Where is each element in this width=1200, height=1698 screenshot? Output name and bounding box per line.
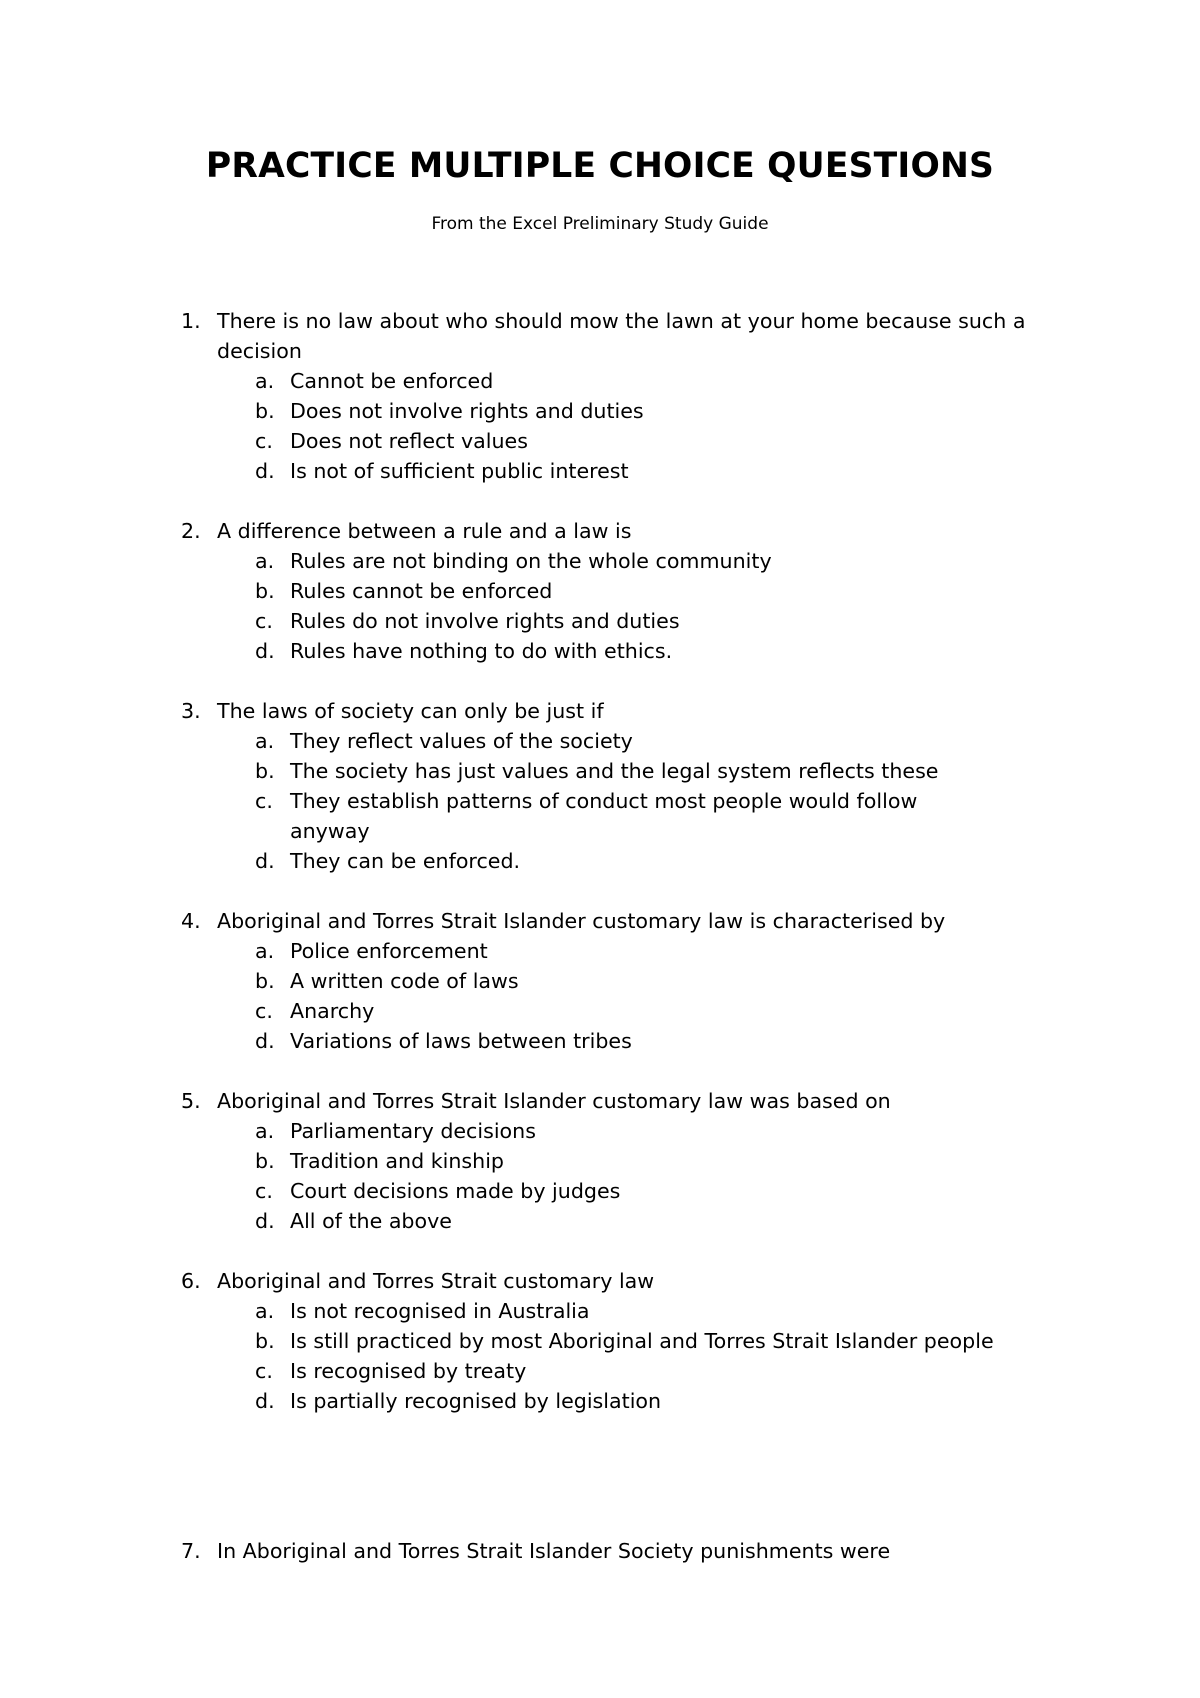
option-text: A written code of laws (290, 969, 519, 993)
question-text: Aboriginal and Torres Strait customary law (217, 1269, 655, 1293)
option-letter: a. (255, 939, 275, 963)
option-letter: c. (255, 1359, 273, 1383)
option-text: They reflect values of the society (290, 729, 633, 753)
question-number: 5. (181, 1089, 201, 1113)
question-2 (0, 516, 1200, 666)
question-number: 2. (181, 519, 201, 543)
question-5 (0, 1086, 1200, 1236)
question-text: Aboriginal and Torres Strait Islander customary law was based on (217, 1089, 891, 1113)
option-b (0, 1146, 1200, 1176)
question-number: 3. (181, 699, 201, 723)
option-text: Court decisions made by judges (290, 1179, 621, 1203)
option-letter: b. (255, 1149, 275, 1173)
option-text: Tradition and kinship (290, 1149, 504, 1173)
question-number: 7. (181, 1539, 201, 1563)
option-text: Does not reflect values (290, 429, 528, 453)
option-letter: c. (255, 999, 273, 1023)
option-text: Is partially recognised by legislation (290, 1389, 662, 1413)
question-6 (0, 1266, 1200, 1416)
option-text: The society has just values and the legal system reflects these (290, 759, 939, 783)
option-text: They can be enforced. (290, 849, 521, 873)
option-letter: b. (255, 1329, 275, 1353)
option-text: Parliamentary decisions (290, 1119, 536, 1143)
option-d (0, 636, 1200, 666)
option-text: They establish patterns of conduct most people would follow anyway (290, 789, 918, 843)
question-text: In Aboriginal and Torres Strait Islander Society punishments were (217, 1539, 891, 1563)
option-a (0, 1296, 1200, 1326)
option-list (0, 1116, 1200, 1236)
option-letter: d. (255, 1209, 275, 1233)
option-text: Cannot be enforced (290, 369, 494, 393)
option-a (0, 936, 1200, 966)
option-d (0, 1206, 1200, 1236)
question-text: A difference between a rule and a law is (217, 519, 632, 543)
option-letter: a. (255, 549, 275, 573)
option-text: Is still practiced by most Aboriginal and Torres Strait Islander people (290, 1329, 994, 1353)
page-title: PRACTICE MULTIPLE CHOICE QUESTIONS (205, 146, 995, 186)
option-c (0, 1176, 1200, 1206)
option-text: Rules have nothing to do with ethics. (290, 639, 673, 663)
option-letter: a. (255, 729, 275, 753)
option-letter: c. (255, 429, 273, 453)
option-letter: a. (255, 369, 275, 393)
option-letter: b. (255, 579, 275, 603)
page-subtitle: From the Excel Preliminary Study Guide (431, 214, 769, 234)
option-letter: a. (255, 1299, 275, 1323)
question-4 (0, 906, 1200, 1056)
option-list (0, 936, 1200, 1056)
option-text: Anarchy (290, 999, 375, 1023)
option-text: Rules do not involve rights and duties (290, 609, 680, 633)
option-b (0, 966, 1200, 996)
option-text: Does not involve rights and duties (290, 399, 644, 423)
option-b (0, 396, 1200, 426)
option-text: All of the above (290, 1209, 452, 1233)
option-text: Rules are not binding on the whole community (290, 549, 772, 573)
option-d (0, 846, 1200, 876)
option-letter: b. (255, 399, 275, 423)
option-letter: a. (255, 1119, 275, 1143)
option-c (0, 426, 1200, 456)
question-text: The laws of society can only be just if (217, 699, 604, 723)
option-list (0, 726, 1200, 876)
option-letter: d. (255, 1029, 275, 1053)
option-d (0, 456, 1200, 486)
option-list (0, 366, 1200, 486)
option-letter: c. (255, 609, 273, 633)
option-letter: d. (255, 849, 275, 873)
option-a (0, 1116, 1200, 1146)
option-letter: c. (255, 789, 273, 813)
option-a (0, 546, 1200, 576)
question-1 (0, 306, 1200, 486)
question-text: There is no law about who should mow the lawn at your home because such a decision (217, 309, 1026, 363)
option-letter: c. (255, 1179, 273, 1203)
option-list (0, 1296, 1200, 1416)
option-letter: d. (255, 639, 275, 663)
option-letter: d. (255, 459, 275, 483)
option-b (0, 756, 1200, 786)
option-letter: b. (255, 969, 275, 993)
question-number: 4. (181, 909, 201, 933)
option-list (0, 546, 1200, 666)
question-3 (0, 696, 1200, 876)
question-text: Aboriginal and Torres Strait Islander customary law is characterised by (217, 909, 946, 933)
option-d (0, 1026, 1200, 1056)
option-text: Variations of laws between tribes (290, 1029, 632, 1053)
option-b (0, 576, 1200, 606)
option-text: Rules cannot be enforced (290, 579, 553, 603)
option-text: Police enforcement (290, 939, 488, 963)
question-number: 6. (181, 1269, 201, 1293)
option-letter: d. (255, 1389, 275, 1413)
question-number: 1. (181, 309, 201, 333)
option-a (0, 366, 1200, 396)
option-c (0, 996, 1200, 1026)
option-text: Is not of sufficient public interest (290, 459, 629, 483)
option-d (0, 1386, 1200, 1416)
question-7 (0, 1536, 1200, 1566)
option-letter: b. (255, 759, 275, 783)
option-c (0, 606, 1200, 636)
option-b (0, 1326, 1200, 1356)
option-c (0, 786, 1200, 846)
option-text: Is recognised by treaty (290, 1359, 527, 1383)
option-text: Is not recognised in Australia (290, 1299, 590, 1323)
option-c (0, 1356, 1200, 1386)
option-a (0, 726, 1200, 756)
question-list (0, 306, 1200, 1566)
